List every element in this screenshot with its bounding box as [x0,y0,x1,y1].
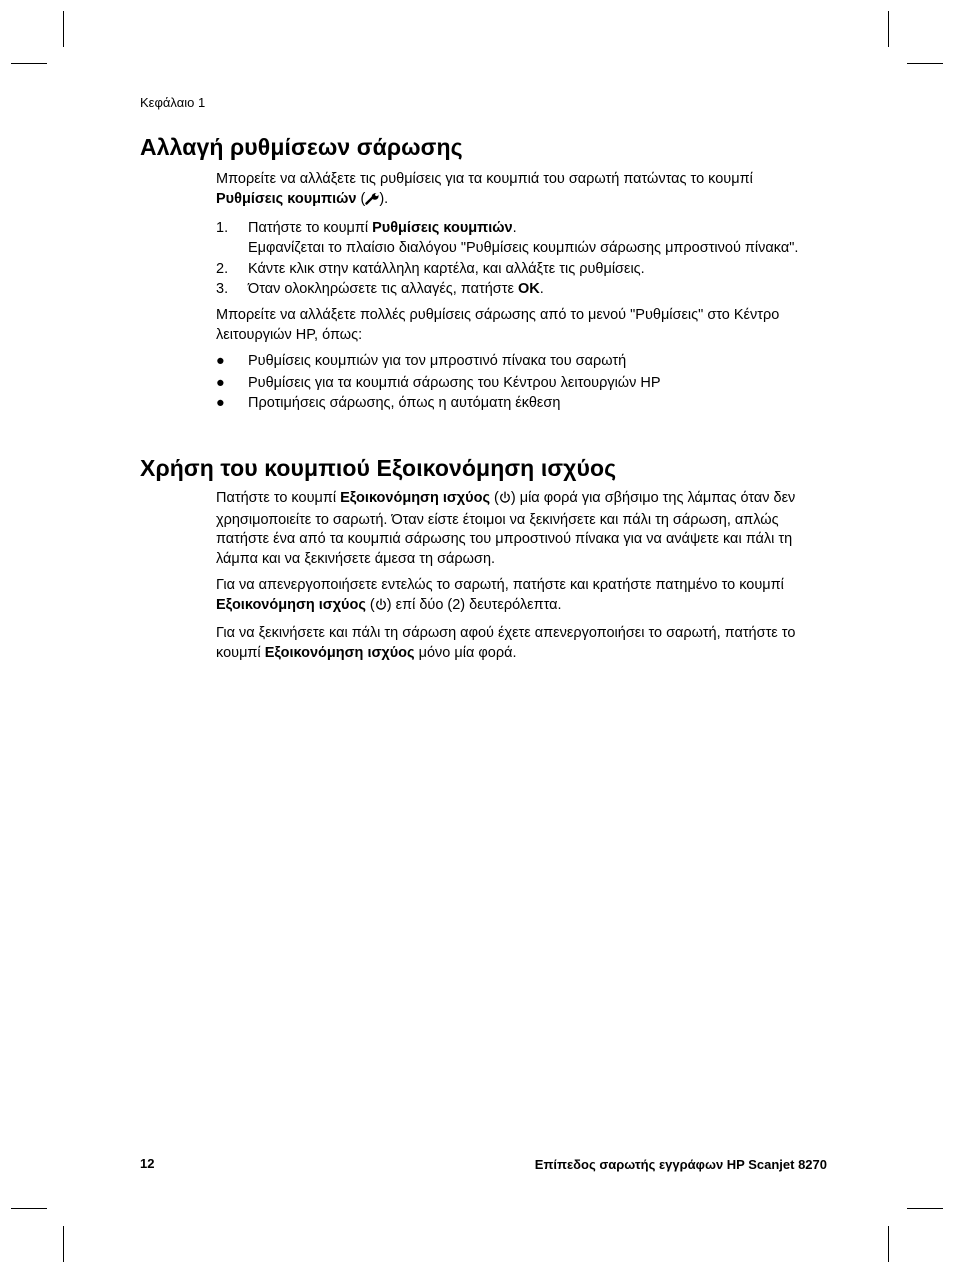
section-body-scan-settings [216,170,816,414]
section-title-scan-settings: Αλλαγή ρυθμίσεων σάρωσης [140,134,463,160]
list-item: 2. Κάντε κλικ στην κατάλληλη καρτέλα, και αλλάξτε τις ρυθμίσεις. [216,261,645,277]
crop-mark [888,1226,889,1262]
list-item: 3. Όταν ολοκληρώσετε τις αλλαγές, πατήστε OK. [216,280,544,297]
bullet-list [216,352,816,414]
paragraph: Για να ξεκινήσετε και πάλι τη σάρωση αφού έχετε απενεργοποιήσει το σαρωτή, πατήστε το κουμπί Εξοικονόμηση ισχύος μόνο μία φορά. [216,625,796,661]
crop-mark [888,11,889,47]
bullet-icon: ● [216,395,225,411]
step-note: Εμφανίζεται το πλαίσιο διαλόγου "Ρυθμίσεις κουμπιών σάρωσης μπροστινού πίνακα". [248,239,799,256]
list-item: ● Προτιμήσεις σάρωσης, όπως η αυτόματη έκθεση [216,394,816,414]
list-item: ● Ρυθμίσεις κουμπιών για τον μπροστινό πίνακα του σαρωτή [216,352,816,372]
bold-term: Ρυθμίσεις κουμπιών [216,190,357,207]
bullet-icon: ● [216,353,225,369]
paragraph: Μπορείτε να αλλάξετε πολλές ρυθμίσεις σάρωσης από το μενού "Ρυθμίσεις" στο Κέντρο λειτουργιών HP, όπως: [216,307,780,343]
list-item: ● Ρυθμίσεις για τα κουμπιά σάρωσης του Κέντρου λειτουργιών HP [216,374,816,394]
crop-mark [11,63,47,64]
crop-mark [907,1208,943,1209]
bullet-icon: ● [216,374,225,391]
crop-mark [63,11,64,47]
section-body-power-save [216,489,816,663]
steps-list [216,219,816,299]
section-title-power-save: Χρήση του κουμπιού Εξοικονόμηση ισχύος [140,455,617,481]
paragraph: Για να απενεργοποιήσετε εντελώς το σαρωτή, πατήστε και κρατήστε πατημένο το κουμπί Εξοικονόμηση ισχύος ( ) επί δύο (2) δευτερόλεπτα. [216,576,816,617]
crop-mark [63,1226,64,1262]
chapter-label: Κεφάλαιο 1 [140,95,206,110]
paragraph: Πατήστε το κουμπί Εξοικονόμηση ισχύος ( ) μία φορά για σβήσιμο της λάμπας όταν δεν χρησιμοποιείτε το σαρωτή. Όταν είστε έτοιμοι να ξεκινήσετε και πάλι τη σάρωση, απλώς πατήστε ένα από τα κουμπιά σάρωσης του μπροστινού πίνακα για να ανάψετε και πάλι τη λάμπα και να ξεκινήσετε άμεσα τη σάρωση. [216,490,796,567]
power-icon [499,491,511,511]
crop-mark [11,1208,47,1209]
crop-mark [907,63,943,64]
footer-title: Επίπεδος σαρωτής εγγράφων HP Scanjet 8270 [534,1157,827,1172]
list-item: 1. Πατήστε το κουμπί Ρυθμίσεις κουμπιών. Εμφανίζεται το πλαίσιο διαλόγου "Ρυθμίσεις κουμπιών σάρωσης μπροστινού πίνακα". [216,219,816,258]
wrench-icon [365,192,379,212]
intro-paragraph: Μπορείτε να αλλάξετε τις ρυθμίσεις για τα κουμπιά του σαρωτή πατώντας το κουμπί Ρυθμίσεις κουμπιών ( ). [216,170,816,211]
power-icon [375,598,387,618]
page-number: 12 [140,1156,155,1171]
